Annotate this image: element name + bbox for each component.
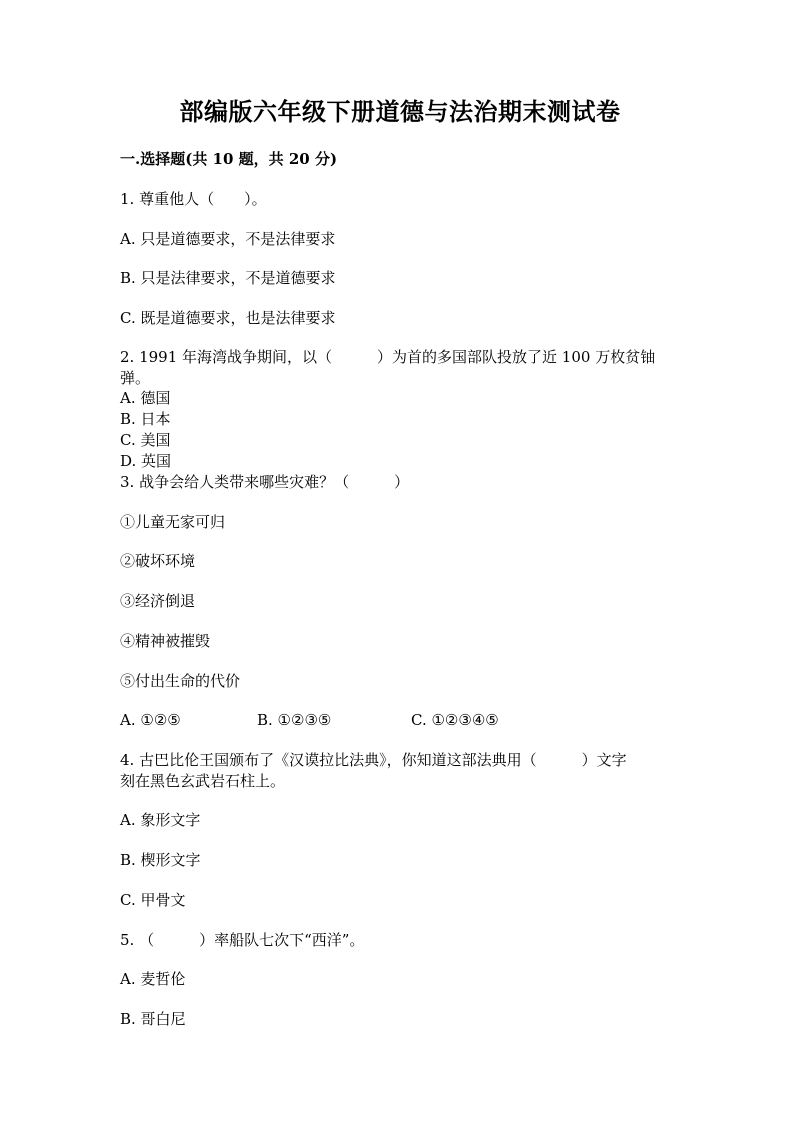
question-5-option-b: B. 哥白尼 bbox=[120, 1010, 186, 1028]
question-2-option-a: A. 德国 bbox=[120, 389, 171, 407]
section-heading: 一.选择题(共 10 题，共 20 分) bbox=[120, 150, 338, 168]
question-3-item-3: ③经济倒退 bbox=[120, 592, 196, 610]
question-2-option-d: D. 英国 bbox=[120, 452, 172, 470]
question-4-stem-line-2: 刻在黑色玄武岩石柱上。 bbox=[120, 772, 286, 790]
question-3-item-4: ④精神被摧毁 bbox=[120, 632, 211, 650]
question-2-stem-line-1: 2. 1991 年海湾战争期间，以（ ）为首的多国部队投放了近 100 万枚贫铀 bbox=[120, 348, 656, 366]
question-4-option-c: C. 甲骨文 bbox=[120, 891, 186, 909]
question-3-option-a: A. ①②⑤ bbox=[120, 711, 181, 729]
document-title: 部编版六年级下册道德与法治期末测试卷 bbox=[179, 97, 621, 126]
question-3-stem: 3. 战争会给人类带来哪些灾难？（ ） bbox=[120, 473, 410, 491]
question-1-stem: 1. 尊重他人（ ）。 bbox=[120, 190, 267, 208]
question-3-options bbox=[120, 709, 680, 731]
question-4-option-b: B. 楔形文字 bbox=[120, 851, 201, 869]
question-2-stem-line-2: 弹。 bbox=[120, 369, 151, 387]
question-4-stem-line-1: 4. 古巴比伦王国颁布了《汉谟拉比法典》，你知道这部法典用（ ）文字 bbox=[120, 751, 627, 769]
question-3-item-2: ②破坏环境 bbox=[120, 552, 196, 570]
question-3-option-b: B. ①②③⑤ bbox=[257, 711, 332, 729]
question-3-item-5: ⑤付出生命的代价 bbox=[120, 672, 241, 690]
question-2-option-c: C. 美国 bbox=[120, 431, 171, 449]
question-5-option-a: A. 麦哲伦 bbox=[120, 970, 186, 988]
question-5-stem: 5. （ ）率船队七次下“西洋”。 bbox=[120, 931, 365, 949]
question-1-option-c: C. 既是道德要求，也是法律要求 bbox=[120, 309, 336, 327]
question-4-option-a: A. 象形文字 bbox=[120, 811, 201, 829]
question-1-option-b: B. 只是法律要求，不是道德要求 bbox=[120, 269, 336, 287]
question-2-option-b: B. 日本 bbox=[120, 410, 171, 428]
question-1-option-a: A. 只是道德要求，不是法律要求 bbox=[120, 230, 336, 248]
question-3-item-1: ①儿童无家可归 bbox=[120, 513, 226, 531]
question-3-option-c: C. ①②③④⑤ bbox=[411, 711, 499, 729]
